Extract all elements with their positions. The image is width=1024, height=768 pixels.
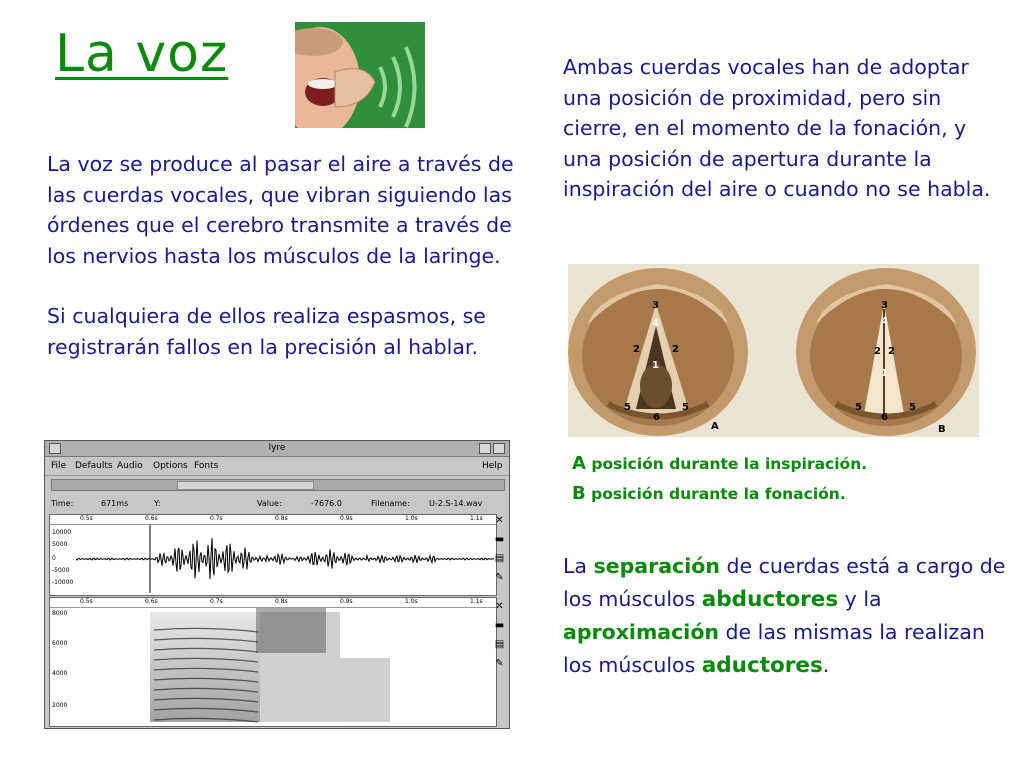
diagram-label: 2 — [633, 344, 640, 355]
right-paragraph-positions: Ambas cuerdas vocales han de adoptar una posición de proximidad, pero sin cierre, en el momento de la fonación, y una posición de apertura durante la inspiración del aire o cuando no se habla. — [563, 55, 991, 201]
folder-icon[interactable]: ▬ — [494, 620, 505, 631]
mouth-shouting-icon — [295, 22, 425, 128]
diagram-label: 5 — [682, 402, 689, 413]
bottom-paragraph-muscles: La separación de cuerdas está a cargo de los músculos abductores y la aproximación de las mismas la realizan los músculos aductores. — [563, 554, 1006, 678]
close-x-icon[interactable]: ✕ — [495, 515, 504, 526]
diagram-captions — [572, 449, 992, 509]
scrollbar-thumb[interactable] — [177, 481, 314, 490]
caption-a: A posición durante la inspiración. — [572, 453, 868, 474]
lyre-menubar — [45, 457, 509, 476]
diagram-label: 6 — [653, 412, 660, 423]
left-paragraph-spasms: Si cualquiera de ellos realiza espasmos, se registrarán fallos en la precisión al hablar. — [47, 304, 486, 359]
spectrogram-tools — [494, 601, 506, 677]
diagram-label: 5 — [624, 402, 631, 413]
time-ruler: 0.5s 0.6s 0.7s 0.8s 0.9s 1.0s 1.1s — [50, 515, 496, 525]
lyre-window — [44, 440, 510, 729]
window-menu-button[interactable] — [49, 443, 61, 454]
left-paragraph-voice: La voz se produce al pasar el aire a través de las cuerdas vocales, que vibran siguiendo las órdenes que el cerebro transmite a través de los nervios hasta los músculos de la laringe. — [47, 152, 514, 268]
diagram-label: 4 — [881, 316, 888, 327]
wrench-icon[interactable]: ✎ — [495, 572, 504, 583]
waveform-panel[interactable]: 0.5s 0.6s 0.7s 0.8s 0.9s 1.0s 1.1s 10000 5000 0 -5000 -10000 — [49, 514, 497, 596]
lyre-info-bar: Time: 671ms Y: Value: -7676.0 Filename: U-2.S-14.wav — [51, 499, 483, 508]
minimize-button[interactable] — [479, 443, 491, 454]
diagram-label: 3 — [881, 300, 888, 311]
diagram-label: 6 — [881, 412, 888, 423]
maximize-button[interactable] — [493, 443, 505, 454]
menu-audio[interactable]: Audio — [117, 461, 143, 471]
horizontal-scrollbar[interactable] — [51, 479, 505, 491]
diagram-label: 5 — [855, 402, 862, 413]
wrench-icon[interactable]: ✎ — [495, 658, 504, 669]
menu-fonts[interactable]: Fonts — [194, 461, 219, 471]
diagram-label: 3 — [652, 300, 659, 311]
spectrogram-image — [76, 608, 494, 724]
diagram-label: 5 — [909, 402, 916, 413]
waveform-tools — [494, 515, 506, 591]
diagram-label: 2 — [874, 346, 881, 357]
diagram-letter-a: A — [711, 421, 719, 432]
menu-defaults[interactable]: Defaults — [75, 461, 113, 471]
time-ruler: 0.5s 0.6s 0.7s 0.8s 0.9s 1.0s 1.1s — [50, 598, 496, 608]
vocal-cords-diagram — [568, 264, 979, 437]
lyre-titlebar — [45, 441, 509, 457]
lyre-window-title: lyre — [268, 443, 286, 453]
close-x-icon[interactable]: ✕ — [495, 601, 504, 612]
diagram-label: 1 — [652, 360, 659, 371]
diagram-letter-b: B — [938, 424, 946, 435]
page-title: La voz — [55, 24, 229, 84]
diagram-label: 2 — [888, 346, 895, 357]
ruler-icon[interactable]: ▤ — [494, 639, 505, 650]
spectrogram-panel[interactable]: 0.5s 0.6s 0.7s 0.8s 0.9s 1.0s 1.1s 8000 6000 4000 2000 — [49, 597, 497, 727]
menu-file[interactable]: File — [51, 461, 67, 471]
diagram-label: 4 — [652, 318, 659, 329]
diagram-label: 1 — [881, 368, 888, 379]
diagram-label: 2 — [672, 344, 679, 355]
ruler-icon[interactable]: ▤ — [494, 553, 505, 564]
menu-options[interactable]: Options — [153, 461, 188, 471]
menu-help[interactable]: Help — [482, 461, 503, 471]
folder-icon[interactable]: ▬ — [494, 534, 505, 545]
caption-b: B posición durante la fonación. — [572, 483, 846, 504]
waveform-trace — [76, 525, 494, 593]
